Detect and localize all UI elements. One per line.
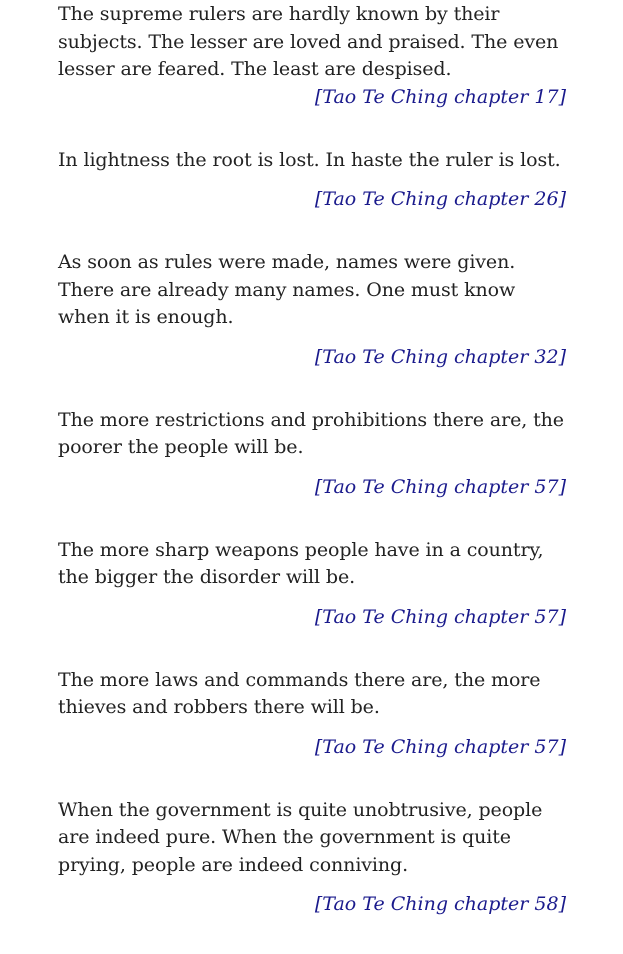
- quote-block: [58, 147, 566, 214]
- quote-text: As soon as rules were made, names were given. There are already many names. One must know when it is enough.: [58, 251, 516, 328]
- quote-block: [58, 537, 566, 631]
- quote-block: [58, 667, 566, 761]
- quote-text: In lightness the root is lost. In haste the ruler is lost.: [58, 148, 561, 171]
- quote-block: [58, 1, 566, 111]
- quote-block: [58, 249, 566, 371]
- quote-text: When the government is quite unobtrusive, people are indeed pure. When the government is quite prying, people are indeed conniving.: [58, 798, 543, 876]
- quote-citation: [Tao Te Ching chapter 58]: [314, 893, 566, 915]
- quotes-page: [58, 1, 566, 954]
- quote-text: The more sharp weapons people have in a country, the bigger the disorder will be.: [58, 538, 544, 588]
- quote-text: The more restrictions and prohibitions there are, the poorer the people will be.: [58, 408, 564, 458]
- quote-text: The more laws and commands there are, the more thieves and robbers there will be.: [58, 668, 541, 718]
- quote-text: The supreme rulers are hardly known by their subjects. The lesser are loved and praised. The even lesser are feared. The least are despised.: [58, 3, 559, 80]
- quote-citation: [Tao Te Ching chapter 57]: [314, 605, 566, 628]
- quote-citation: [Tao Te Ching chapter 32]: [314, 345, 566, 368]
- quote-citation: [Tao Te Ching chapter 57]: [314, 475, 566, 498]
- quote-citation: [Tao Te Ching chapter 17]: [314, 85, 566, 108]
- quote-block: [58, 407, 566, 501]
- quote-citation: [Tao Te Ching chapter 57]: [314, 735, 566, 758]
- quote-citation: [Tao Te Ching chapter 26]: [314, 188, 566, 210]
